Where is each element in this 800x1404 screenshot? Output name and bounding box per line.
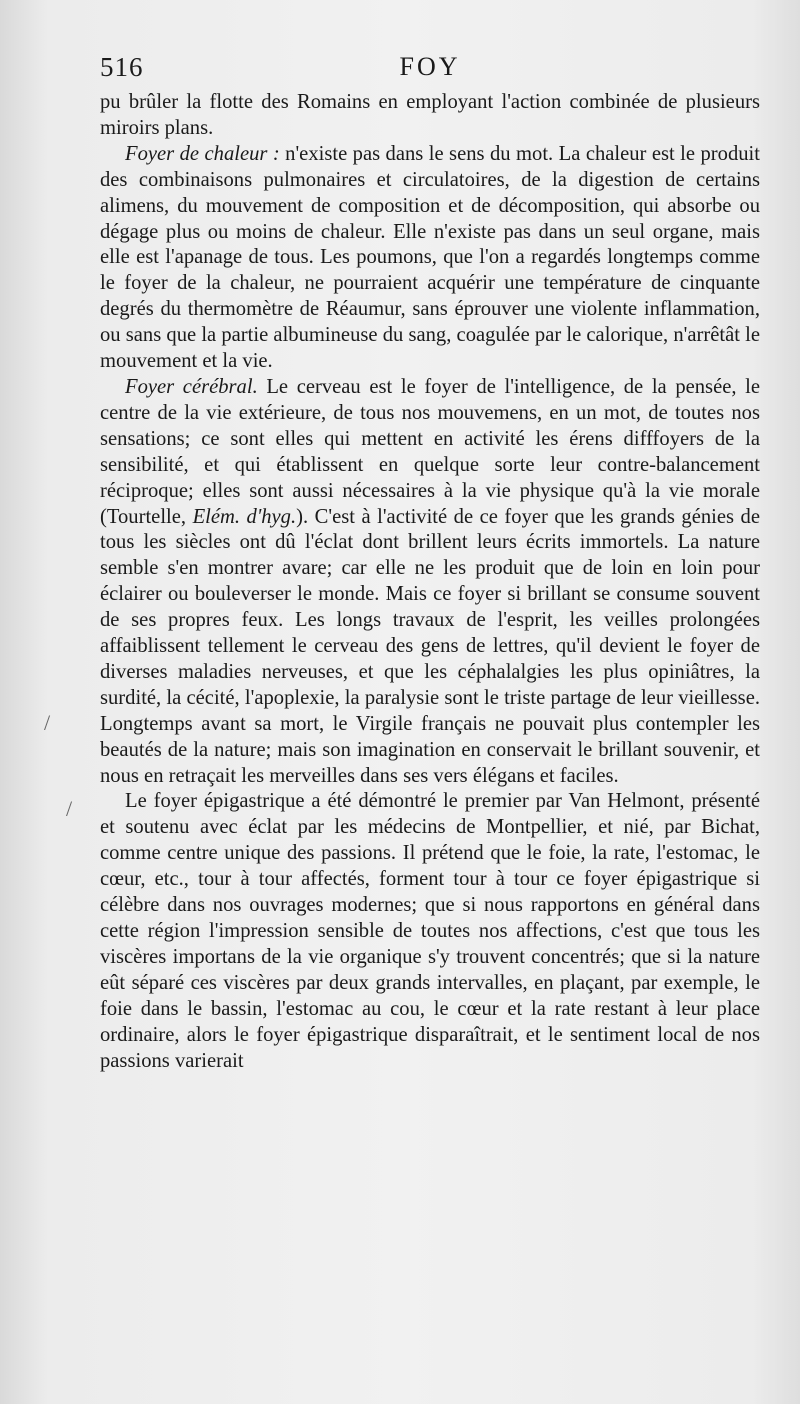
paragraph-text: Le foyer épigastrique a été démontré le premier par Van Helmont, présenté et soutenu avec éclat par les médecins de Montpellier, et nié, par Bichat, comme centre unique des passions. Il prétend que le foie, la rate, l'estomac, le cœur, etc., tour à tour affectés, forment tour à tour ce foyer épigastrique si célèbre dans nos ouvrages modernes; que si nous rapportons en général dans cette région l'impression sensible de toutes nos affections, c'est que tous les viscères importans de la vie organique s'y trouvent concentrés; que si la nature eût séparé ces viscères par deux grands intervalles, en plaçant, par exemple, le foie dans le bassin, l'estomac au cou, le cœur et la rate restant à leur place ordinaire, alors le foyer épigastrique disparaîtrait, et le sentiment local de nos passions varierait [100,790,760,1072]
paragraph-foyer-epigastrique [100,789,760,1074]
margin-mark: / [44,710,51,735]
paragraph-foyer-de-chaleur [100,142,760,375]
citation: Elém. d'hyg. [192,505,297,528]
body-text [100,90,760,1074]
page-number: 516 [100,52,144,82]
paragraph-foyer-cerebral [100,375,760,790]
paragraph-text: Le cerveau est le foyer de l'intelligence, de la pensée, le centre de la vie extérieure, de tous nos mouvemens, en un mot, de toutes nos sensations; ce sont elles qui mettent en activité les érens difffoyers de la sensibilité, et qui établissent en quelque sorte leur contre-balancement réciproque; elles sont aussi nécessaires à la vie physique qu'à la vie morale (Tourtelle, [100,375,760,528]
paragraph-continuation [100,90,760,142]
margin-mark: / [66,796,73,821]
entry-term: Foyer de chaleur : [125,142,280,165]
running-head: FOY [399,52,461,81]
paragraph-text: n'existe pas dans le sens du mot. La chaleur est le produit des combinaisons pulmonaires et circulatoires, de la digestion de certains alimens, du mouvement de composition et de décomposition, qui absorbe ou dégage plus ou moins de chaleur. Elle n'existe pas dans un seul organe, mais elle est l'apanage de tous. Les poumons, que l'on a regardés longtemps comme le foyer de la chaleur, ne pourraient acquérir une température de cinquante degrés du thermomètre de Réaumur, sans éprouver une violente inflammation, ou sans que la partie albumineuse du sang, coagulée par le calorique, n'arrêtât le mouvement et la vie. [100,142,760,373]
page-header [100,52,760,88]
paragraph-text: ). C'est à l'activité de ce foyer que les grands génies de tous les siècles ont dû l'éclat dont brillent leurs écrits immortels. La nature semble s'en montrer avare; car elle ne les produit que de loin en loin pour éclairer ou bouleverser le monde. Mais ce foyer si brillant se consume souvent de ses propres feux. Les longs travaux de l'esprit, les veilles prolongées affaiblissent tellement le cerveau des gens de lettres, qu'il devient le foyer de diverses maladies nerveuses, et que les céphalalgies les plus opiniâtres, la surdité, la cécité, l'apoplexie, la paralysie sont le triste partage de leur vieillesse. Longtemps avant sa mort, le Virgile français ne pouvait plus contempler les beautés de la nature; mais son imagination en conservait le brillant souvenir, et nous en retraçait les merveilles dans ses vers élégans et faciles. [100,505,760,787]
entry-term: Foyer cérébral. [125,375,258,398]
paragraph-text: pu brûler la flotte des Romains en employant l'action combinée de plusieurs miroirs plans. [100,91,760,139]
